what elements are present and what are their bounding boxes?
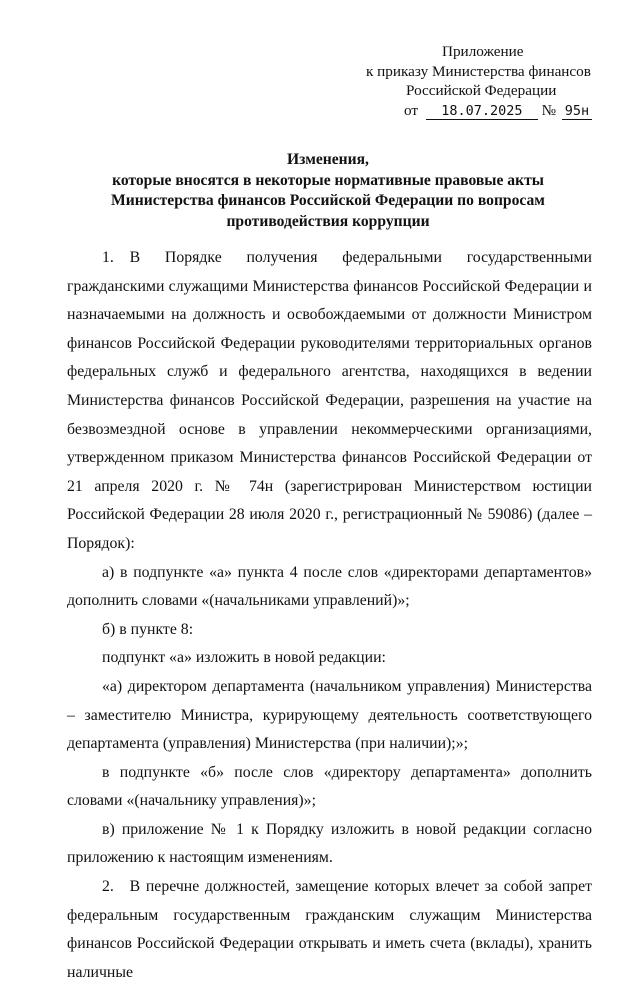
paragraph-a: а) в подпункте «а» пункта 4 после слов «директорами департаментов» дополнить словами «(начальниками управлений)»; <box>67 563 592 610</box>
title-line-4: противодействия коррупции <box>226 212 430 230</box>
document-body <box>67 244 592 987</box>
annex-header <box>360 42 596 120</box>
title-line-2: которые вносятся в некоторые нормативные правовые акты <box>112 171 544 189</box>
annex-federation-line: Российской Федерации <box>406 82 557 99</box>
title-line-3: Министерства финансов Российской Федерации по вопросам <box>111 192 545 209</box>
annex-date-line <box>360 101 596 121</box>
paragraph-subpoint-a: подпункт «а» изложить в новой редакции: <box>102 649 386 667</box>
number-prefix: № <box>541 101 557 119</box>
date-prefix: от <box>404 101 419 119</box>
order-number: 95н <box>562 104 592 120</box>
paragraph-b: б) в пункте 8: <box>102 620 194 638</box>
paragraph-subpoint-b: в подпункте «б» после слов «директору департамента» дополнить словами «(начальнику управления)»; <box>67 763 592 810</box>
paragraph-2: 2. В перечне должностей, замещение которых влечет за собой запрет федеральным государственным гражданским служащим Министерства финансов Российской Федерации открывать и иметь счета (вклады), хранить наличные <box>67 878 592 981</box>
paragraph-quote-a: «а) директором департамента (начальником управления) Министерства – заместителю Министра, курирующему деятельность соответствующего департамента (управления) Министерства (при наличии);»; <box>67 677 592 753</box>
paragraph-v: в) приложение № 1 к Порядку изложить в новой редакции согласно приложению к настоящим изменениям. <box>67 820 592 867</box>
annex-order-line: к приказу Министерства финансов <box>366 62 591 80</box>
annex-title: Приложение <box>442 43 524 60</box>
order-date: 18.07.2025 <box>426 104 538 120</box>
title-line-1: Изменения, <box>287 151 369 168</box>
paragraph-1: 1. В Порядке получения федеральными государственными гражданскими служащими Министерства финансов Российской Федерации и назначаемыми на должность и освобождаемыми от должности Министром финансов Российской Федерации руководителями территориальных органов федеральных служб и федерального агентства, находящихся в ведении Министерства финансов Российской Федерации, разрешения на участие на безвозмездной основе в управлении некоммерческими организациями, утвержденном приказом Министерства финансов Российской Федерации от 21 апреля 2020 г. № 74н (зарегистрирован Министерством юстиции Российской Федерации 28 июля 2020 г., регистрационный № 59086) (далее – Порядок): <box>67 249 592 552</box>
document-title <box>80 150 576 232</box>
